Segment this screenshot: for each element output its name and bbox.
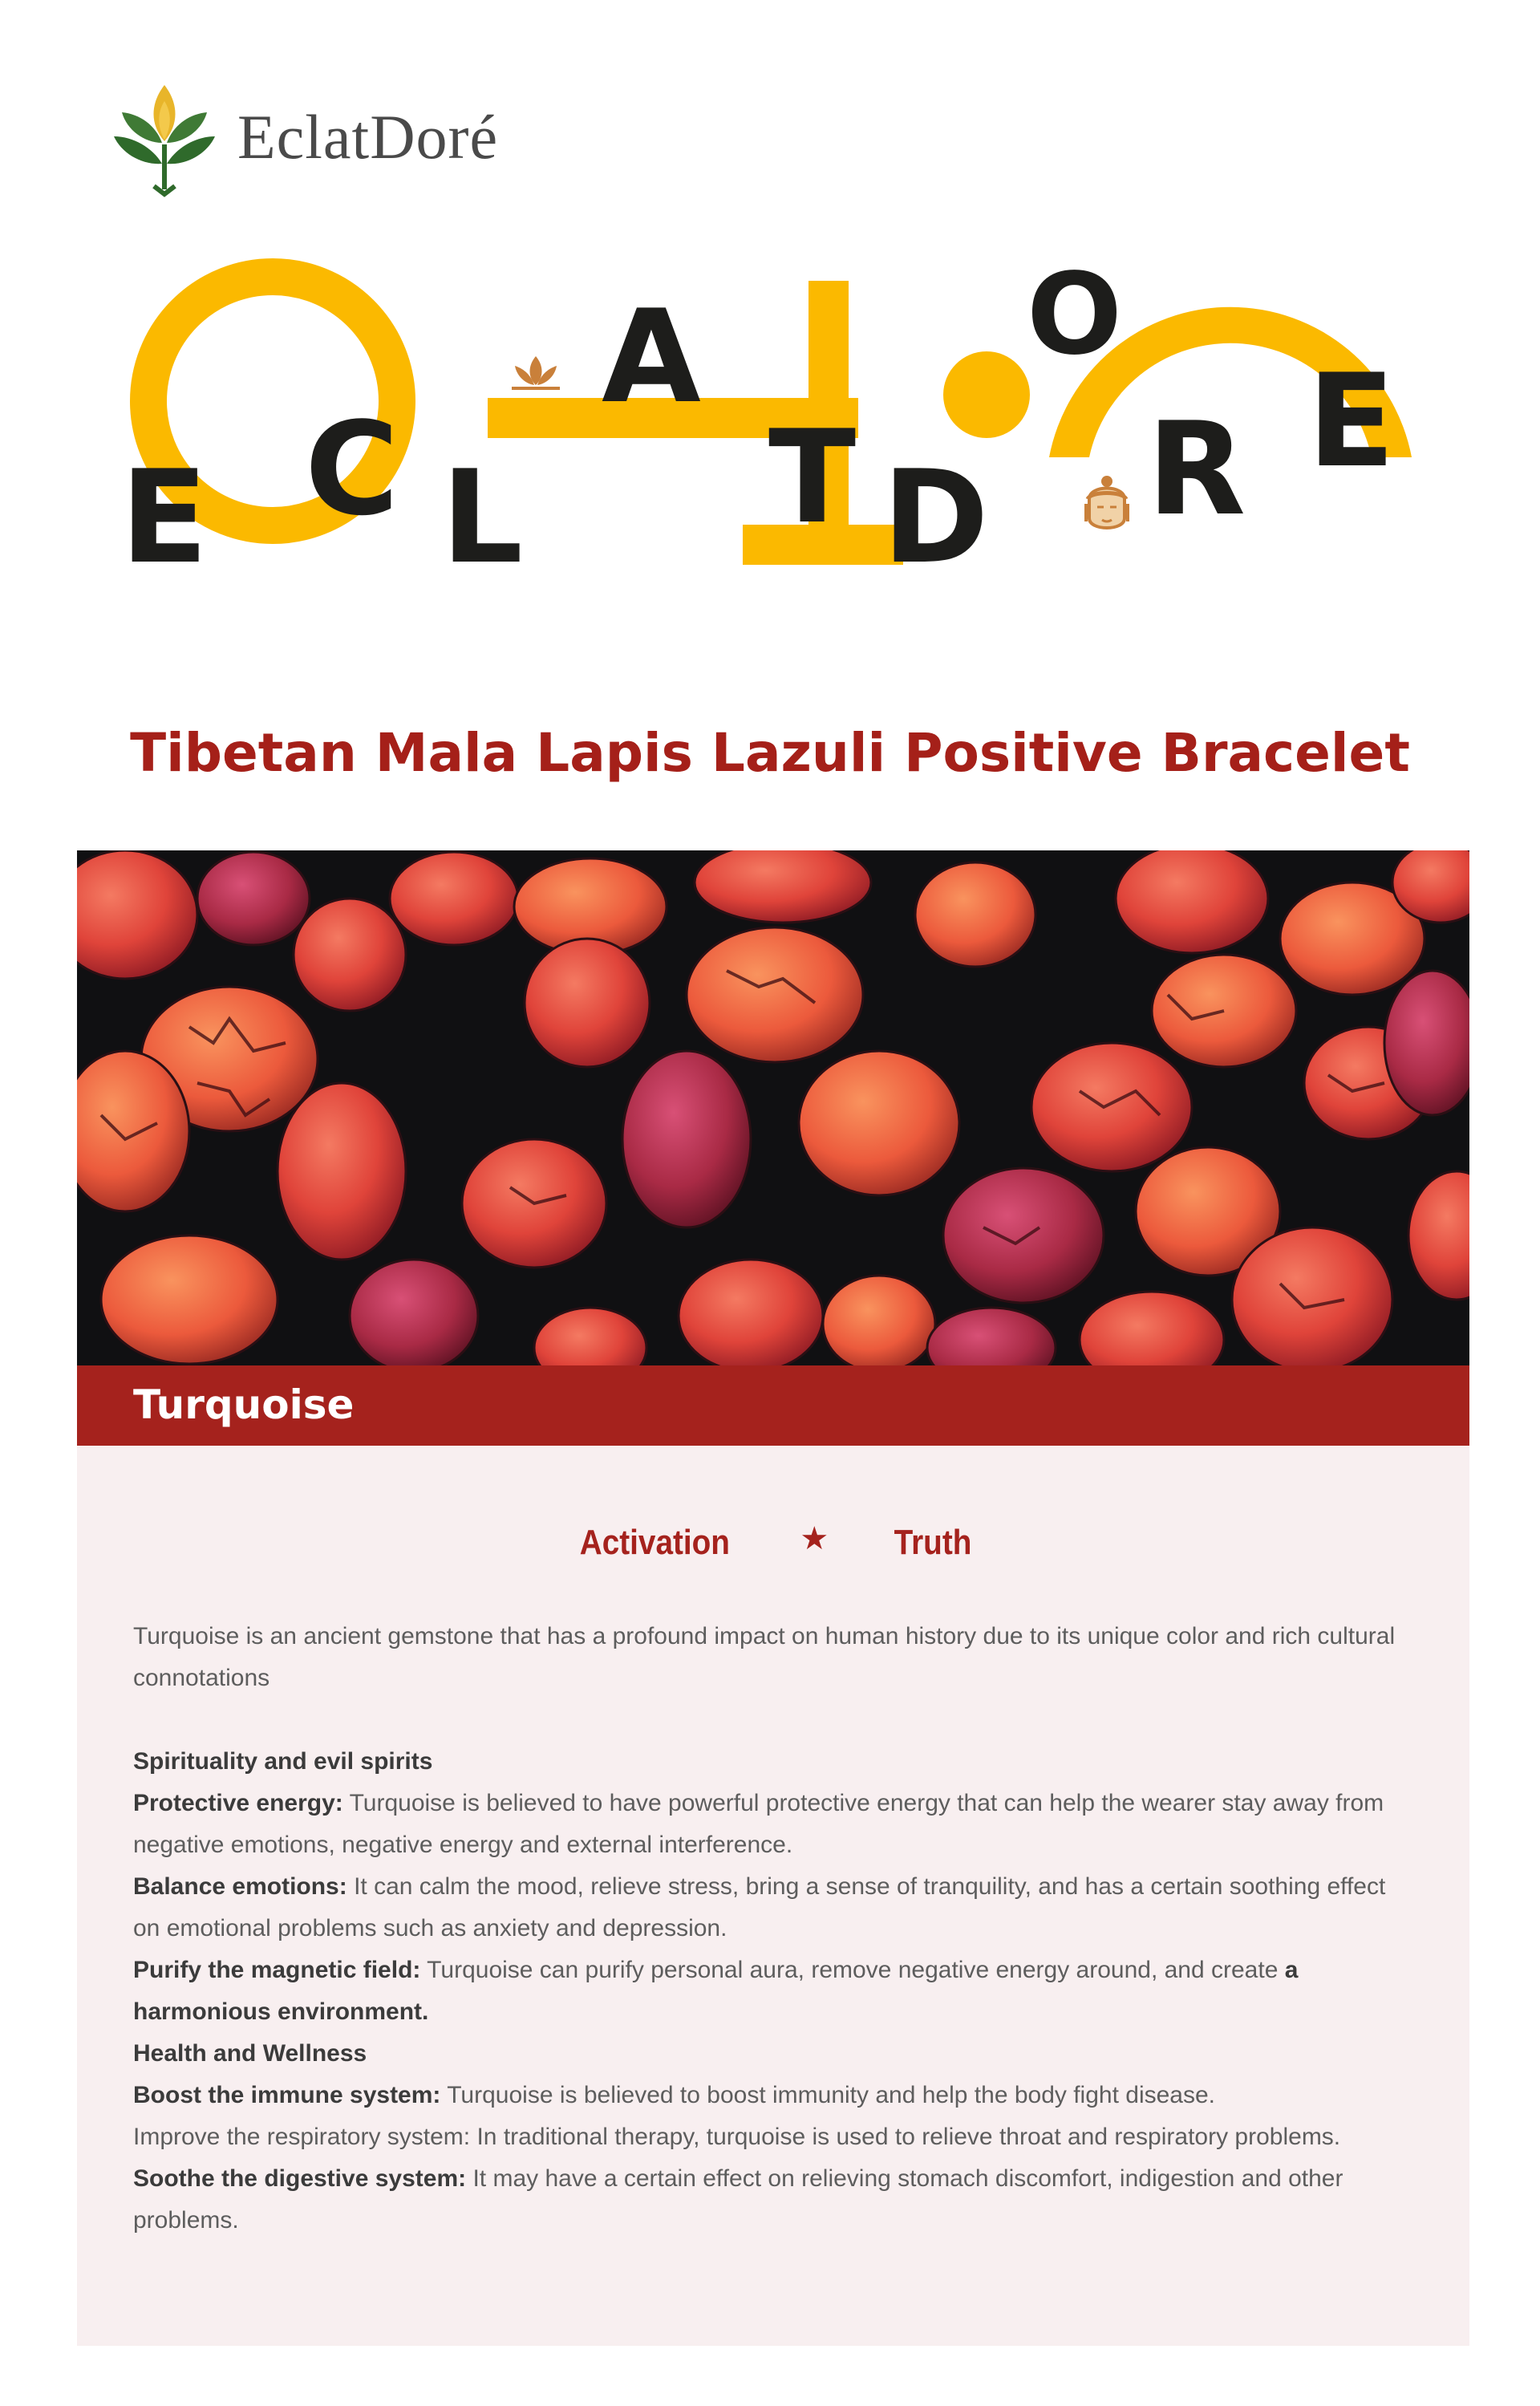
protective-paragraph: [133, 1783, 1416, 1866]
protective-label: Protective energy:: [133, 1790, 343, 1816]
intro-paragraph: Turquoise is an ancient gemstone that has a profound impact on human history due to its unique color and rich cultural connotations: [133, 1623, 1396, 1691]
keywords-row: [77, 1523, 1469, 1563]
protective-text: Turquoise is believed to have powerful protective energy that can help the wearer stay away from negative emotions, negative energy and external interference.: [133, 1790, 1384, 1858]
wordmark-letter-d: D: [882, 442, 989, 592]
digestive-text: It may have a certain effect on relieving stomach discomfort, indigestion and other problems.: [133, 2165, 1343, 2234]
wordmark-letter-t: T: [768, 402, 857, 552]
product-title: Tibetan Mala Lapis Lazuli Positive Bracelet: [130, 722, 1410, 784]
wordmark-letter-r: R: [1147, 394, 1246, 544]
digestive-paragraph: [133, 2158, 1416, 2242]
immune-text: Turquoise is believed to boost immunity and help the body fight disease.: [440, 2082, 1216, 2108]
immune-paragraph: [133, 2075, 1416, 2116]
keyword-left: Activation: [580, 1523, 731, 1562]
content-panel: [77, 1446, 1469, 2346]
brand-name: EclatDoré: [237, 102, 499, 172]
keyword-right: Truth: [894, 1523, 972, 1562]
wordmark-letter-e2: E: [1307, 346, 1396, 496]
lotus-icon: [512, 356, 560, 388]
brand-header: [112, 77, 498, 197]
purify-paragraph: [133, 1950, 1416, 2033]
section-heading-health: Health and Wellness: [133, 2040, 367, 2067]
section-banner: [77, 1365, 1469, 1446]
purify-tail: a harmonious environment.: [133, 1957, 1299, 2025]
wordmark-letter-e1: E: [120, 442, 209, 592]
digestive-label: Soothe the digestive system:: [133, 2165, 467, 2192]
description-text: [133, 1616, 1416, 2242]
purify-label: Purify the magnetic field:: [133, 1957, 421, 1983]
wordmark-letter-o: O: [1027, 257, 1123, 380]
balance-paragraph: [133, 1866, 1416, 1950]
product-photo: [77, 850, 1469, 1365]
immune-label: Boost the immune system:: [133, 2082, 441, 2108]
banner-title: Turquoise: [133, 1382, 355, 1428]
wordmark-letter-a: A: [602, 282, 701, 432]
brand-wordmark: [120, 257, 1436, 594]
buddha-head-icon: [1086, 476, 1128, 528]
purify-text: Turquoise can purify personal aura, remove negative energy around, and create: [420, 1957, 1285, 1983]
wordmark-dot: [943, 351, 1030, 438]
section-heading-spirituality: Spirituality and evil spirits: [133, 1748, 433, 1775]
wordmark-letter-c: C: [305, 394, 399, 544]
turquoise-stones-image: [77, 850, 1469, 1365]
respiratory-paragraph: Improve the respiratory system: In traditional therapy, turquoise is used to relieve throat and respiratory problems.: [133, 2124, 1341, 2150]
lotus-leaf-icon: [112, 77, 217, 197]
star-icon: ★: [800, 1521, 829, 1556]
wordmark-letter-l: L: [441, 442, 523, 592]
balance-label: Balance emotions:: [133, 1873, 347, 1900]
balance-text: It can calm the mood, relieve stress, bring a sense of tranquility, and has a certain soothing effect on emotional problems such as anxiety and depression.: [133, 1873, 1386, 1941]
